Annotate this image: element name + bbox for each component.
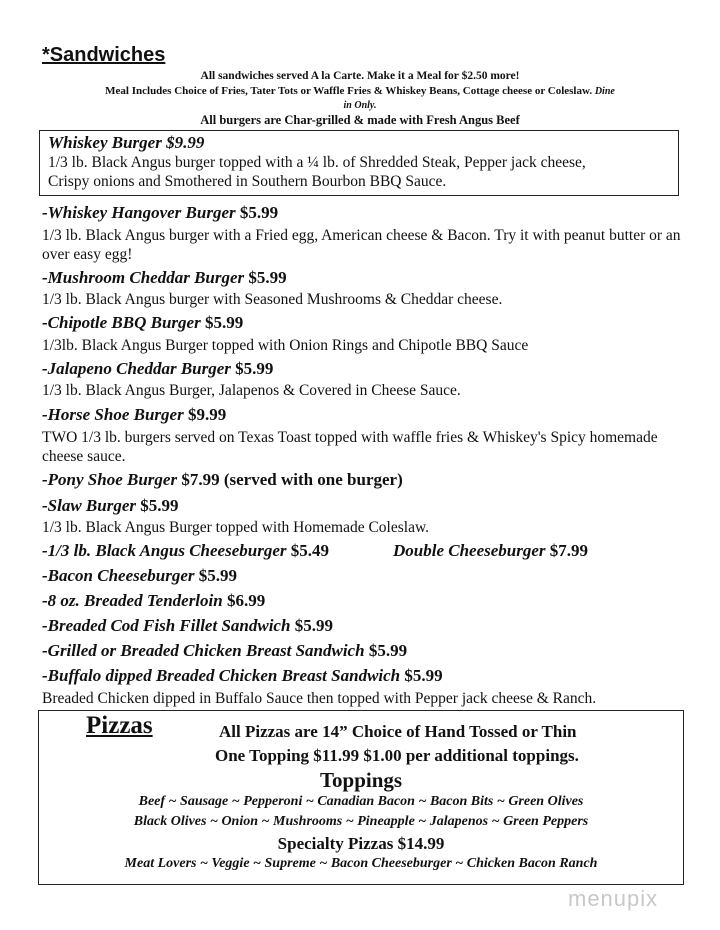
item-title: -Chipotle BBQ Burger bbox=[42, 313, 201, 332]
menu-item-name bbox=[42, 313, 243, 333]
menu-item-name bbox=[42, 591, 265, 611]
menu-item-desc: 1/3 lb. Black Angus burger with Seasoned Mushrooms & Cheddar cheese. bbox=[42, 291, 503, 308]
pizza-size-line: All Pizzas are 14” Choice of Hand Tossed or Thin bbox=[219, 722, 577, 741]
item-title: Double Cheeseburger bbox=[393, 541, 546, 560]
menu-item-desc: 1/3lb. Black Angus Burger topped with Onion Rings and Chipotle BBQ Sauce bbox=[42, 337, 529, 354]
item-title: -Jalapeno Cheddar Burger bbox=[42, 359, 231, 378]
menu-item-name bbox=[42, 359, 273, 379]
item-title: -Grilled or Breaded Chicken Breast Sandwich bbox=[42, 641, 365, 660]
item-price: $5.99 bbox=[404, 666, 443, 685]
item-price: $5.99 bbox=[368, 641, 408, 660]
item-title: -Bacon Cheeseburger bbox=[42, 566, 195, 585]
char-grilled-note: All burgers are Char-grilled & made with Fresh Angus Beef bbox=[200, 113, 520, 127]
item-price: $5.99 bbox=[198, 566, 238, 585]
item-title: -8 oz. Breaded Tenderloin bbox=[42, 591, 223, 610]
item-price: $9.99 bbox=[187, 405, 227, 424]
featured-desc-line1: 1/3 lb. Black Angus burger topped with a ¼ lb. of Shredded Steak, Pepper jack cheese, bbox=[48, 154, 586, 171]
item-price: $5.49 bbox=[290, 541, 329, 560]
featured-item-box bbox=[39, 130, 679, 196]
item-price: $6.99 bbox=[226, 591, 266, 610]
dine-in-only-text: in Only. bbox=[343, 100, 377, 111]
featured-desc-line2: Crispy onions and Smothered in Southern Bourbon BBQ Sauce. bbox=[48, 173, 447, 190]
menu-item-desc: 1/3 lb. Black Angus Burger, Jalapenos & Covered in Cheese Sauce. bbox=[42, 382, 461, 399]
item-title: -Slaw Burger bbox=[42, 496, 136, 515]
item-title: -Mushroom Cheddar Burger bbox=[42, 268, 245, 287]
meal-includes-note bbox=[40, 84, 680, 99]
pizza-price-line: One Topping $11.99 $1.00 per additional toppings. bbox=[215, 746, 579, 765]
menu-item-name bbox=[42, 616, 333, 636]
menu-item-name bbox=[42, 641, 407, 661]
menu-item-name bbox=[42, 268, 287, 288]
dine-text: Dine bbox=[594, 86, 615, 97]
toppings-line-2: Black Olives ~ Onion ~ Mushrooms ~ Pineapple ~ Jalapenos ~ Green Peppers bbox=[133, 814, 589, 829]
item-price: $5.99 bbox=[140, 496, 179, 515]
item-title: -Horse Shoe Burger bbox=[42, 405, 184, 424]
menupix-watermark: menupix bbox=[568, 886, 659, 911]
menu-item-desc: 1/3 lb. Black Angus Burger topped with Homemade Coleslaw. bbox=[42, 519, 430, 536]
specialty-title: Specialty Pizzas $14.99 bbox=[277, 834, 445, 853]
toppings-title: Toppings bbox=[319, 768, 403, 792]
menu-item-name bbox=[42, 405, 226, 425]
menu-item-name bbox=[42, 541, 329, 561]
sandwiches-title: *Sandwiches bbox=[42, 44, 166, 66]
item-price: $5.99 bbox=[248, 268, 287, 287]
menu-item-name bbox=[42, 566, 237, 586]
menu-item-name bbox=[42, 666, 443, 686]
item-title: -Pony Shoe Burger bbox=[42, 470, 178, 489]
featured-item-name: Whiskey Burger $9.99 bbox=[48, 133, 205, 152]
item-title: -Buffalo dipped Breaded Chicken Breast Sandwich bbox=[42, 666, 401, 685]
item-price: $7.99 (served with one burger) bbox=[181, 470, 403, 489]
menu-item-desc: 1/3 lb. Black Angus burger with a Fried egg, American cheese & Bacon. Try it with peanut butter or an over easy egg! bbox=[42, 227, 681, 263]
menu-item-name bbox=[42, 470, 403, 490]
item-price: $7.99 bbox=[549, 541, 589, 560]
menu-item-name bbox=[42, 203, 278, 223]
item-title: -Breaded Cod Fish Fillet Sandwich bbox=[42, 616, 291, 635]
item-price: $5.99 bbox=[235, 359, 274, 378]
a-la-carte-note: All sandwiches served A la Carte. Make it a Meal for $2.50 more! bbox=[200, 70, 520, 82]
item-price: $5.99 bbox=[294, 616, 333, 635]
meal-includes-text: Meal Includes Choice of Fries, Tater Tots or Waffle Fries & Whiskey Beans, Cottage cheese or Coleslaw. bbox=[105, 85, 593, 97]
item-title: -1/3 lb. Black Angus Cheeseburger bbox=[42, 541, 287, 560]
dine-in-note bbox=[40, 98, 680, 113]
menu-item-desc: Breaded Chicken dipped in Buffalo Sauce then topped with Pepper jack cheese & Ranch. bbox=[42, 690, 597, 707]
toppings-line-1: Beef ~ Sausage ~ Pepperoni ~ Canadian Bacon ~ Bacon Bits ~ Green Olives bbox=[138, 794, 584, 809]
item-price: $5.99 bbox=[204, 313, 244, 332]
specialty-line: Meat Lovers ~ Veggie ~ Supreme ~ Bacon Cheeseburger ~ Chicken Bacon Ranch bbox=[124, 856, 598, 871]
item-title: -Whiskey Hangover Burger bbox=[42, 203, 236, 222]
menu-item-name bbox=[42, 496, 179, 516]
item-price: $5.99 bbox=[239, 203, 279, 222]
double-cheeseburger bbox=[393, 541, 588, 561]
pizzas-title: Pizzas bbox=[86, 712, 153, 739]
menu-item-desc: TWO 1/3 lb. burgers served on Texas Toast topped with waffle fries & Whiskey's Spicy homemade cheese sauce. bbox=[42, 429, 658, 465]
